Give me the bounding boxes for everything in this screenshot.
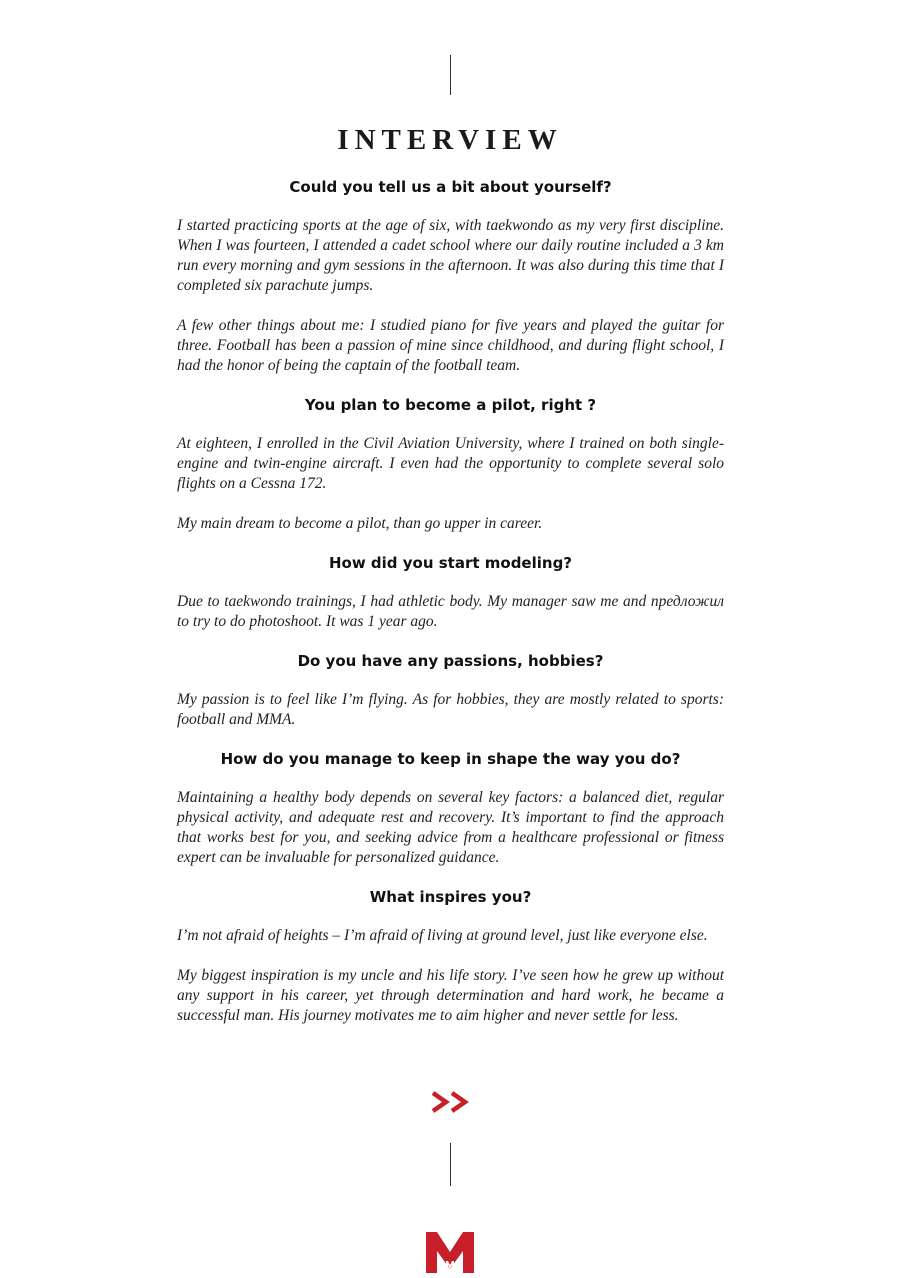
double-chevron-right-icon	[430, 1088, 470, 1116]
question-heading: How do you manage to keep in shape the way you do?	[220, 750, 681, 768]
brand-logo	[426, 1228, 474, 1278]
m-logo-icon	[426, 1228, 474, 1273]
answer-paragraph: A few other things about me: I studied piano for five years and played the guitar for three. Football has been a passion of mine since childhood, and during flight school, I had the honor of being the captain of the football team.	[177, 317, 724, 374]
question-heading: What inspires you?	[369, 888, 532, 906]
bottom-divider	[450, 1143, 451, 1186]
answer-paragraph: My passion is to feel like I’m flying. As for hobbies, they are mostly related to sports: football and MMA.	[177, 691, 724, 728]
interview-content	[177, 176, 724, 1026]
question-heading: How did you start modeling?	[328, 554, 573, 572]
answer-paragraph: I started practicing sports at the age of six, with taekwondo as my very first discipline. When I was fourteen, I attended a cadet school where our daily routine included a 3 km run every morning and gym sessions in the afternoon. It was also during this time that I completed six parachute jumps.	[177, 217, 724, 294]
page-title: INTERVIEW	[337, 124, 563, 156]
question-heading: You plan to become a pilot, right ?	[304, 396, 597, 414]
answer-paragraph: My main dream to become a pilot, than go upper in career.	[177, 515, 543, 532]
question-heading: Could you tell us a bit about yourself?	[289, 178, 612, 196]
answer-paragraph: My biggest inspiration is my uncle and his life story. I’ve seen how he grew up without any support in his career, yet through determination and hard work, he became a successful man. His journey motivates me to aim higher and never settle for less.	[177, 967, 724, 1024]
answer-paragraph: Maintaining a healthy body depends on several key factors: a balanced diet, regular physical activity, and adequate rest and recovery. It’s important to find the approach that works best for you, and seeking advice from a healthcare professional or fitness expert can be invaluable for personalized guidance.	[177, 789, 724, 866]
next-page-button[interactable]	[0, 1088, 900, 1121]
answer-paragraph: At eighteen, I enrolled in the Civil Aviation University, where I trained on both single-engine and twin-engine aircraft. I even had the opportunity to complete several solo flights on a Cessna 172.	[177, 435, 724, 492]
answer-paragraph: I’m not afraid of heights – I’m afraid of living at ground level, just like everyone else.	[177, 927, 708, 944]
question-heading: Do you have any passions, hobbies?	[297, 652, 604, 670]
answer-paragraph: Due to taekwondo trainings, I had athletic body. My manager saw me and предложил to try to do photoshoot. It was 1 year ago.	[177, 593, 724, 630]
top-divider	[450, 55, 451, 95]
